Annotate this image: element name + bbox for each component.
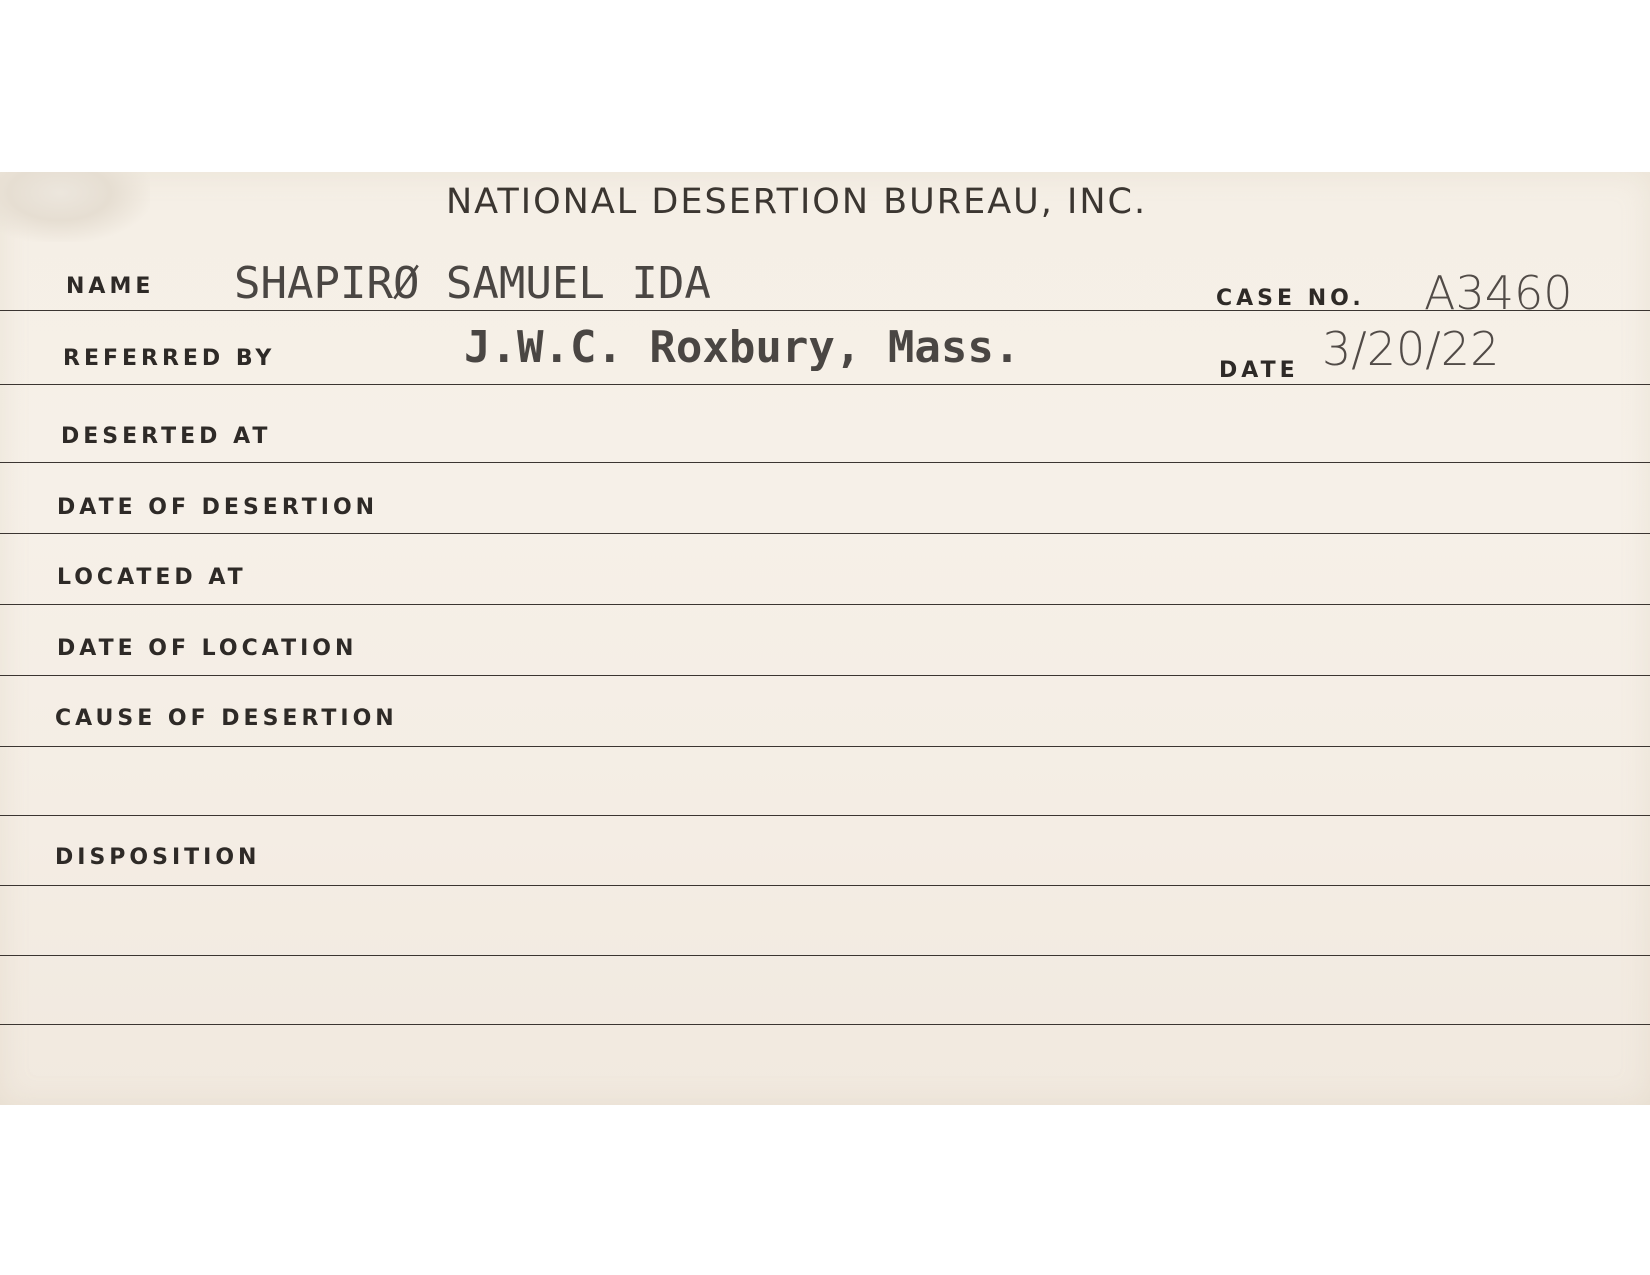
- date-of-location-label: DATE OF LOCATION: [57, 636, 358, 661]
- card-header: NATIONAL DESERTION BUREAU, INC.: [446, 182, 1148, 222]
- date-value: 3/20/22: [1322, 322, 1500, 376]
- disposition-label: DISPOSITION: [55, 845, 261, 870]
- referred-by-label: REFERRED BY: [63, 346, 276, 371]
- name-label: NAME: [66, 274, 155, 299]
- disposition-line-3: [0, 1024, 1650, 1025]
- date-label: DATE: [1219, 358, 1299, 383]
- paper-stain: [0, 172, 150, 242]
- date-of-location-line: [0, 675, 1650, 676]
- index-card: [0, 172, 1650, 1105]
- date-of-desertion-label: DATE OF DESERTION: [57, 495, 379, 520]
- case-number-label: CASE NO.: [1216, 286, 1365, 311]
- referred-line: [0, 384, 1650, 385]
- name-value: SHAPIRØ SAMUEL IDA: [234, 258, 711, 309]
- referred-by-value: J.W.C. Roxbury, Mass.: [464, 322, 1021, 373]
- disposition-line-2: [0, 955, 1650, 956]
- deserted-at-line: [0, 462, 1650, 463]
- located-at-label: LOCATED AT: [57, 565, 247, 590]
- cause-of-desertion-label: CAUSE OF DESERTION: [55, 706, 398, 731]
- date-of-desertion-line: [0, 533, 1650, 534]
- case-number-value: A3460: [1424, 266, 1573, 320]
- name-line: [0, 310, 1650, 311]
- cause-line-1: [0, 746, 1650, 747]
- cause-line-2: [0, 815, 1650, 816]
- deserted-at-label: DESERTED AT: [61, 424, 272, 449]
- disposition-line-1: [0, 885, 1650, 886]
- located-at-line: [0, 604, 1650, 605]
